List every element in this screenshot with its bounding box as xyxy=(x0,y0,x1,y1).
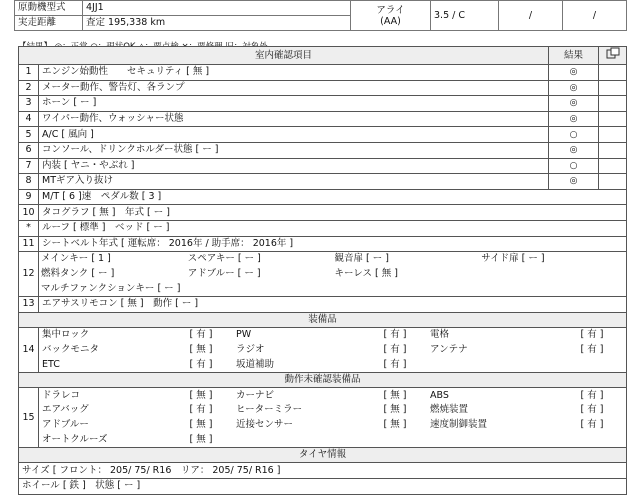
equipment-name: 近接センサー xyxy=(236,418,294,430)
key-item: メインキー [ 1 ] xyxy=(41,253,111,265)
equipment-value: [ 無 ] xyxy=(383,404,407,416)
row-text: ワイパー動作、ウォッシャー状態 xyxy=(39,111,549,127)
equipment-title: 装備品 xyxy=(19,312,627,328)
unconfirmed-table xyxy=(39,388,627,446)
engine-model-value: 4JJ1 xyxy=(83,1,351,16)
row-text: タコグラフ [ 無 ] 年式 [ ー ] xyxy=(39,205,627,221)
row-number: 2 xyxy=(19,80,39,96)
copy-icon[interactable] xyxy=(606,47,620,59)
equipment-name: 坂道補助 xyxy=(236,358,275,370)
equipment-value: [ 有 ] xyxy=(580,343,604,355)
equipment-name: 速度制御装置 xyxy=(430,418,488,430)
table-row xyxy=(19,96,627,112)
table-row xyxy=(19,252,627,297)
equipment-name: PW xyxy=(236,329,252,341)
equipment-value: [ 有 ] xyxy=(383,329,407,341)
equipment-row xyxy=(39,403,627,418)
equipment-value: [ 無 ] xyxy=(189,418,213,430)
equipment-name: 集中ロック xyxy=(42,329,90,341)
row-text: ホーン [ ー ] xyxy=(39,96,549,112)
key-line xyxy=(39,281,626,296)
table-row xyxy=(19,65,627,81)
equipment-value: [ 有 ] xyxy=(189,404,213,416)
row-number: 3 xyxy=(19,96,39,112)
result-mark: ◎ xyxy=(549,174,599,190)
tire-title: タイヤ情報 xyxy=(19,447,627,463)
section-header-row xyxy=(19,312,627,328)
row-text: MTギア入り抜け xyxy=(39,174,549,190)
result-mark: ○ xyxy=(549,127,599,143)
equipment-name: 電格 xyxy=(430,329,450,341)
equipment-name: カーナビ xyxy=(236,389,275,401)
row-text: エアサスリモコン [ 無 ] 動作 [ ー ] xyxy=(39,296,627,312)
row-number: 12 xyxy=(19,252,39,297)
row-text: ルーフ [ 標準 ] ベッド [ ー ] xyxy=(39,220,627,236)
grade-slash-1: / xyxy=(499,1,563,31)
table-row xyxy=(19,111,627,127)
row-text: A/C [ 風向 ] xyxy=(39,127,549,143)
equipment-row xyxy=(39,388,627,403)
table-row xyxy=(19,142,627,158)
row-number: 8 xyxy=(19,174,39,190)
table-row xyxy=(19,388,627,447)
table-row xyxy=(19,189,627,205)
equipment-row xyxy=(39,357,627,372)
key-item: スペアキー [ ー ] xyxy=(187,253,261,265)
result-header: 結果 xyxy=(549,47,599,65)
key-item: 燃料タンク [ ー ] xyxy=(41,268,115,280)
tire-wheel: ホイール [ 鉄 ] 状態 [ ー ] xyxy=(19,479,627,495)
row-number: 10 xyxy=(19,205,39,221)
key-line xyxy=(39,267,626,282)
row-number: 4 xyxy=(19,111,39,127)
result-mark: ◎ xyxy=(549,111,599,127)
equipment-name: オートクルーズ xyxy=(42,433,108,445)
table-row xyxy=(19,174,627,190)
unconfirmed-rows xyxy=(39,388,627,446)
table-row xyxy=(19,158,627,174)
table-header-row xyxy=(19,47,627,65)
result-mark: ◎ xyxy=(549,80,599,96)
result-mark: ◎ xyxy=(549,96,599,112)
equipment-value: [ 有 ] xyxy=(383,358,407,370)
mileage-label: 実走距離 xyxy=(15,16,83,31)
equipment-value: [ 無 ] xyxy=(383,418,407,430)
key-item xyxy=(333,281,480,296)
blank-cell xyxy=(599,65,627,81)
section-header-row xyxy=(19,372,627,388)
table-row xyxy=(19,220,627,236)
row-text: シートベルト年式 [ 運転席： 2016年 / 助手席： 2016年 ] xyxy=(39,236,627,252)
equipment-name xyxy=(233,432,363,447)
blank-cell xyxy=(599,158,627,174)
equipment-cell xyxy=(39,328,627,373)
grade-slash-2: / xyxy=(563,1,627,31)
equipment-value: [ 有 ] xyxy=(580,329,604,341)
key-item xyxy=(479,281,626,296)
grade-label-cell xyxy=(351,1,431,31)
table-row xyxy=(19,80,627,96)
vehicle-header-table xyxy=(14,0,627,31)
key-item: アドブルー [ ー ] xyxy=(187,268,261,280)
equipment-row xyxy=(39,328,627,343)
key-item xyxy=(186,281,333,296)
equipment-value: [ 有 ] xyxy=(383,343,407,355)
row-text: エンジン始動性 セキュリティ [ 無 ] xyxy=(39,65,549,81)
equipment-rows xyxy=(39,328,627,372)
row-number: 1 xyxy=(19,65,39,81)
result-mark: ◎ xyxy=(549,142,599,158)
row-number: * xyxy=(19,220,39,236)
equipment-row xyxy=(39,343,627,358)
equipment-name: アドブルー xyxy=(42,418,89,430)
equipment-name xyxy=(427,432,557,447)
equipment-row xyxy=(39,418,627,433)
interior-check-title: 室内確認項目 xyxy=(19,47,549,65)
equipment-name: ETC xyxy=(42,358,60,370)
equipment-value xyxy=(363,432,427,447)
blank-cell xyxy=(599,111,627,127)
grade-sub: (AA) xyxy=(380,15,401,27)
row-number: 15 xyxy=(19,388,39,447)
blank-cell xyxy=(599,142,627,158)
row-number: 5 xyxy=(19,127,39,143)
key-info-cell xyxy=(39,252,627,297)
header-row xyxy=(15,1,627,16)
key-item: キーレス [ 無 ] xyxy=(334,268,398,280)
row-text: メーター動作、警告灯、各ランプ xyxy=(39,80,549,96)
check-rows xyxy=(19,65,627,190)
equipment-table xyxy=(39,328,627,372)
row-number: 9 xyxy=(19,189,39,205)
equipment-value: [ 有 ] xyxy=(580,418,604,430)
result-mark: ○ xyxy=(549,158,599,174)
key-info-table xyxy=(39,252,626,296)
grade-label: アライ xyxy=(376,4,405,16)
unconfirmed-title: 動作未確認装備品 xyxy=(19,372,627,388)
row-number: 6 xyxy=(19,142,39,158)
grade-value: 3.5 / C xyxy=(431,1,499,31)
equipment-name xyxy=(427,357,557,372)
equipment-value: [ 無 ] xyxy=(189,389,213,401)
equipment-value xyxy=(557,357,627,372)
equipment-value: [ 無 ] xyxy=(383,389,407,401)
table-row xyxy=(19,463,627,479)
tire-size: サイズ [ フロント： 205/ 75/ R16 リア： 205/ 75/ R16 ] xyxy=(19,463,627,479)
key-item xyxy=(479,267,626,282)
interior-check-table xyxy=(18,46,627,495)
engine-model-label: 原動機型式 xyxy=(15,1,83,16)
copy-icon-cell[interactable] xyxy=(599,47,627,65)
key-item: マルチファンクションキー [ ー ] xyxy=(41,282,181,294)
row-text: M/T [ 6 ]速 ペダル数 [ 3 ] xyxy=(39,189,627,205)
table-row xyxy=(19,236,627,252)
equipment-name: ラジオ xyxy=(236,343,265,355)
unconfirmed-cell xyxy=(39,388,627,447)
equipment-name: ABS xyxy=(430,389,449,401)
equipment-value: [ 有 ] xyxy=(189,358,213,370)
equipment-name: バックモニタ xyxy=(42,343,100,355)
key-lines xyxy=(39,252,626,296)
table-row xyxy=(19,296,627,312)
row-text: 内装 [ ヤニ・やぶれ ] xyxy=(39,158,549,174)
equipment-name: アンテナ xyxy=(430,343,468,355)
section-header-row xyxy=(19,447,627,463)
blank-cell xyxy=(599,174,627,190)
equipment-name: ヒーターミラー xyxy=(236,404,303,416)
key-item: 観音扉 [ ー ] xyxy=(334,253,389,265)
row-text: コンソール、ドリンクホルダー状態 [ ー ] xyxy=(39,142,549,158)
mileage-value: 査定 195,338 km xyxy=(83,16,351,31)
equipment-value: [ 無 ] xyxy=(189,343,213,355)
equipment-value: [ 有 ] xyxy=(189,329,213,341)
equipment-name: ドラレコ xyxy=(42,389,81,401)
blank-cell xyxy=(599,127,627,143)
equipment-value xyxy=(557,432,627,447)
equipment-value: [ 有 ] xyxy=(580,404,604,416)
table-row xyxy=(19,127,627,143)
equipment-value: [ 無 ] xyxy=(189,433,213,445)
row-number: 7 xyxy=(19,158,39,174)
equipment-value: [ 有 ] xyxy=(580,389,604,401)
row-number: 13 xyxy=(19,296,39,312)
result-mark: ◎ xyxy=(549,65,599,81)
row-number: 14 xyxy=(19,328,39,373)
key-line xyxy=(39,252,626,267)
equipment-name: 燃焼装置 xyxy=(430,404,469,416)
blank-cell xyxy=(599,96,627,112)
table-row xyxy=(19,205,627,221)
equipment-row xyxy=(39,432,627,447)
equipment-name: エアバッグ xyxy=(42,404,89,416)
row-number: 11 xyxy=(19,236,39,252)
table-row xyxy=(19,328,627,373)
key-item: サイド扉 [ ー ] xyxy=(481,253,545,265)
table-row xyxy=(19,479,627,495)
blank-cell xyxy=(599,80,627,96)
